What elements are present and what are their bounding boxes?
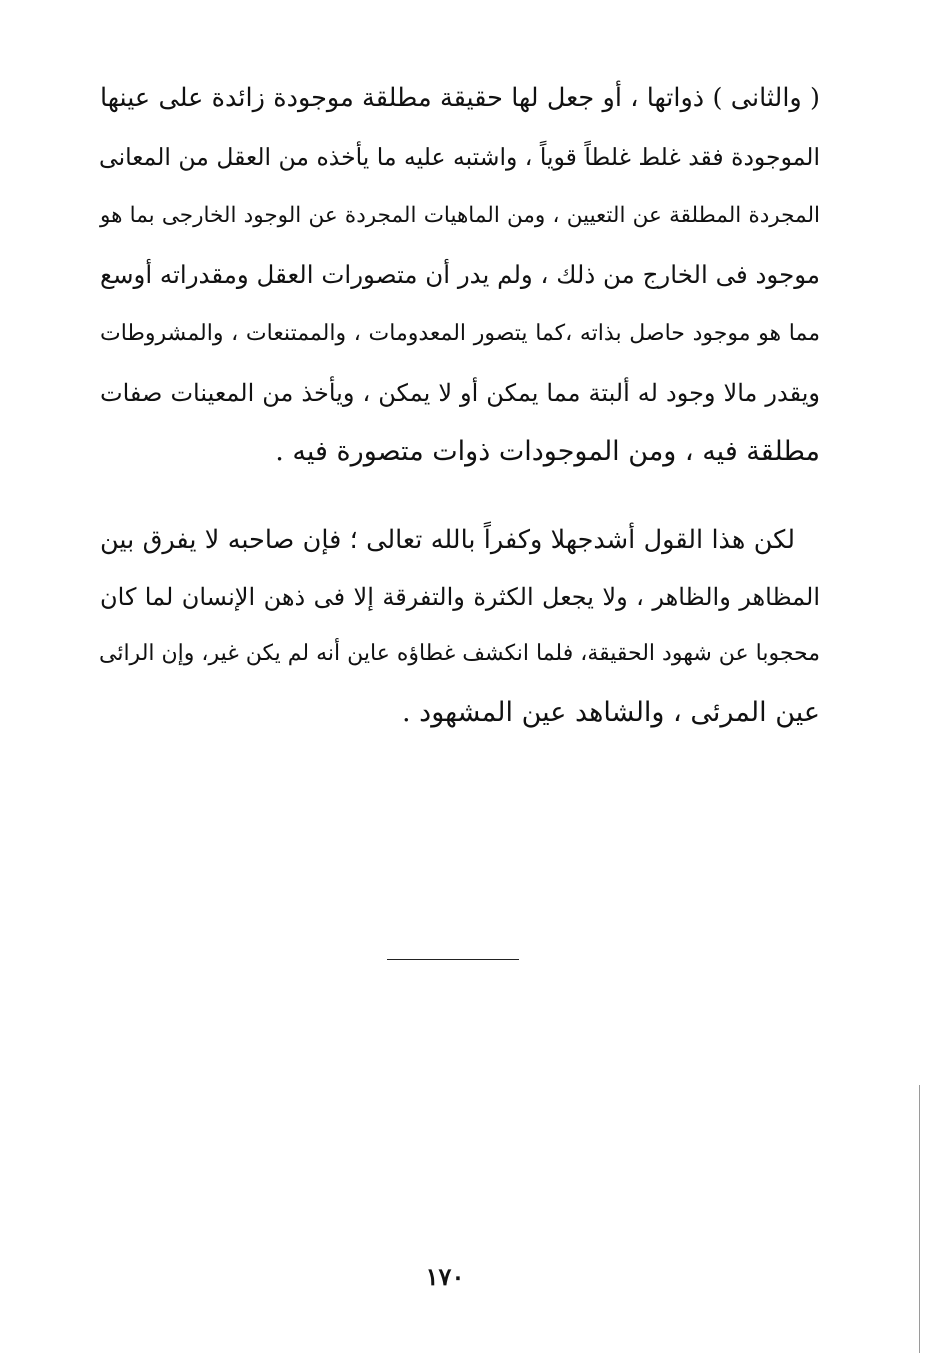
scan-edge-line — [919, 1085, 920, 1353]
text-line: لكن هذا القول أشدجهلا وكفراً بالله تعالى ؛ فإن صاحبه لا يفرق بين — [100, 525, 795, 555]
text-line: مما هو موجود حاصل بذاته ،كما يتصور المعدومات ، والممتنعات ، والمشروطات — [100, 321, 820, 346]
footnote-separator — [387, 959, 519, 960]
text-line: المجردة المطلقة عن التعيين ، ومن الماهيات المجردة عن الوجود الخارجى بما هو — [100, 203, 820, 228]
text-line: محجوبا عن شهود الحقيقة، فلما انكشف غطاؤه عاين أنه لم يكن غير، وإن الرائى — [98, 641, 820, 666]
text-line: الموجودة فقد غلط غلطاً قوياً ، واشتبه عليه ما يأخذه من العقل من المعانى — [99, 143, 820, 171]
text-line: المظاهر والظاهر ، ولا يجعل الكثرة والتفرقة إلا فى ذهن الإنسان لما كان — [100, 583, 820, 611]
page-number: ١٧٠ — [425, 1262, 465, 1291]
text-line: موجود فى الخارج من ذلك ، ولم يدر أن متصورات العقل ومقدراته أوسع — [99, 260, 820, 289]
text-line: ويقدر مالا وجود له ألبتة مما يمكن أو لا يمكن ، ويأخذ من المعينات صفات — [100, 379, 820, 407]
text-line: عين المرئى ، والشاهد عين المشهود . — [402, 697, 820, 728]
text-line: مطلقة فيه ، ومن الموجودات ذوات متصورة فيه . — [275, 436, 820, 467]
text-line: ( والثانى ) ذواتها ، أو جعل لها حقيقة مطلقة موجودة زائدة على عينها — [100, 83, 820, 113]
